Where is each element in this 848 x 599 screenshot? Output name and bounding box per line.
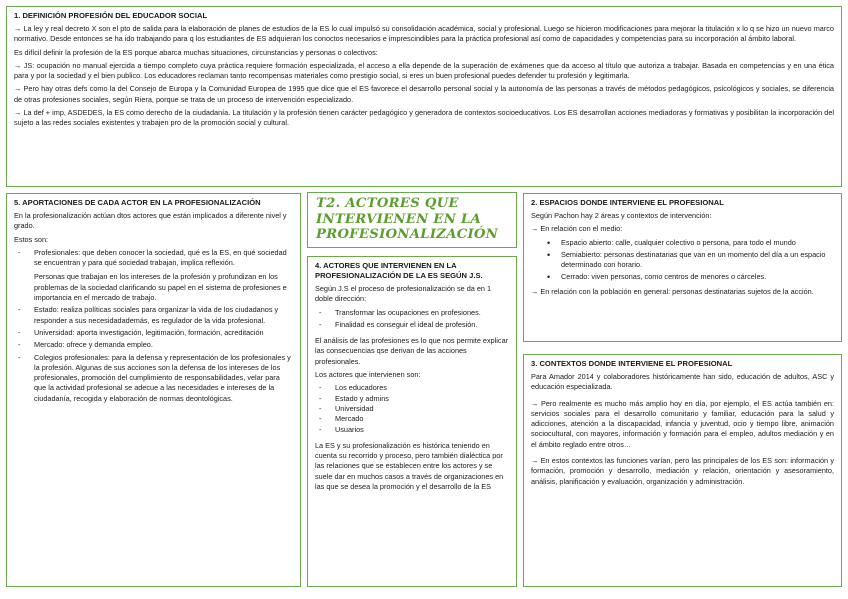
paragraph: → La def + imp, ASDEDES, la ES como derecho de la ciudadanía. La titulación y la profesión tienen carácter pedagógico y generadora de contextos socioeducativos. Los ES desarrollan acciones mediadoras y formativas y posibilitan la incorporación del sujeto a las redes sociales existentes y trabajen pro de la promoción social y cultural. [14,108,834,128]
paragraph: Para Amador 2014 y colaboradores históricamente han sido, educación de adultos, ASC y educación especializada. [531,372,834,392]
list-item: - Finalidad es conseguir el ideal de profesión. [315,320,509,330]
paragraph: El análisis de las profesiones es lo que nos permite explicar las consecuencias qse derivan de las acciones profesionales. [315,336,509,366]
section-title: 1. DEFINICIÓN PROFESIÓN DEL EDUCADOR SOCIAL [14,11,208,20]
list-item: - Mercado [315,414,509,424]
list-item: - Estado y admins [315,394,509,404]
section-aportaciones [6,193,301,587]
section-definicion [6,6,842,187]
paragraph: → JS: ocupación no manual ejercida a tiempo completo cuya práctica requiere formación especializada, el acceso a ella depende de la superación de exámenes que da acceso al título que autoriza a trabajar. Basada en competencias y en una ética para y por la sociedad y el bien publico. Los educadores reclaman tanto recompensas materiales como prestigio social, si eres un buen profesional puedes defender tu profesión y legitimarla. [14,60,834,81]
paragraph: En la profesionalización actúan dtos actores que están implicados a diferente nivel y grado. [14,211,287,231]
paragraph: Estos son: [14,234,49,244]
paragraph: La ES y su profesionalización es histórica teniendo en cuenta su recorrido y proceso, pero también dialéctica por las relaciones que se establecen entre los actores y se suele dar en muchos casos a través de organizaciones en las que se desea la promoción y el desarrollo de la ES [315,440,504,492]
section-title: 2. ESPACIOS DONDE INTERVIENE EL PROFESIONAL [531,198,724,207]
list-item-text: Profesionales: que deben conocer la sociedad, qué es la ES, en qué sociedad se encuentran y para qué sociedad trabajan, implica reflexión. [34,247,287,268]
list-item: • Espacio abierto: calle, cualquier colectivo o persona, para todo el mundo [531,238,834,248]
actors-list [14,248,293,404]
paragraph: Según Pachon hay 2 áreas y contextos de intervención: [531,211,712,220]
list-item: - Universidad [315,404,509,414]
list-item: - Mercado: ofrece y demanda empleo. [14,340,293,350]
list-item-subtext: Personas que trabajan en los intereses de la profesión y profundizan en los problemas de la sociedad clarificando su papel en el sistema de profesiones e importancia en el mercado de trabajo. [34,272,287,303]
page-title: T2. ACTORES QUE INTERVIENEN EN LA PROFESIONALIZACIÓN [316,196,499,242]
paragraph: → En relación con la población en general: personas destinatarias sujetos de la acción. [531,286,814,296]
list-item: - Universidad: aporta investigación, legitimación, formación, acreditación [14,328,293,338]
paragraph: → Pero hay otras defs como la del Consejo de Europa y la Comunidad Europea de 1995 que dice que el ES favorece el desarrollo personal social y la autonomía de las personas a través de métodos pedagógicos, psicológicos y sociales, se diferencia de otras profesiones sociales, según Riera, porque se trata de un proceso de intervención especializado. [14,84,834,104]
section-title: 3. CONTEXTOS DONDE INTERVIENE EL PROFESIONAL [531,359,733,368]
paragraph: → En relación con el medio: [531,224,623,234]
section-title: 5. APORTACIONES DE CADA ACTOR EN LA PROFESIONALIZACIÓN [14,198,261,207]
list-item: - Usuarios [315,425,509,435]
actors-list [315,383,509,434]
paragraph: → La ley y real decreto X son el pto de salida para la elaboración de planes de estudios de la ES lo cual impulsó su consolidación académica, social y profesional. Luego se hicieron modificaciones para mejorar la titulación x lo q se hizo un nuevo marco normativo. Desde entonces se ha ido trabajando para q los estudiantes de ES adquieran los conoctos necesarios e imprescindibles para la práctica profesional así como de capacidades y competencias para su incorporación al ámbito laboral. [14,24,834,44]
paragraph: → En estos contextos las funciones varían, pero las principales de los ES son: información y formación, promoción y desarrollo, mediación y relación, orientación y asesoramiento, análisis, planificación y evaluación, organización y administración. [531,456,834,486]
list-item: • Cerrado: viven personas, como centros de menores o cárceles. [531,272,834,282]
section-actores [307,256,517,587]
list-item: • Semiabierto: personas destinatarias que van en un momento del día a un espacio determinado con horario. [531,250,834,271]
section-contextos [523,354,842,587]
section-espacios [523,193,842,342]
direction-list [315,308,509,331]
paragraph: Es difícil definir la profesión de la ES porque abarca muchas situaciones, circunstancias y personas o colectivos: [14,47,378,57]
section-title: 4. ACTORES QUE INTERVIENEN EN LA PROFESIONALIZACIÓN DE LA ES SEGÚN J.S. [315,261,483,280]
title-block [307,192,517,248]
list-item: - Colegios profesionales: para la defensa y representación de los profesionales y la profesión. Algunas de sus acciones son la defensa de los intereses de los profesionales, promoción del cumplimiento de responsabilidades, velar para que la actividad profesional se adecue a las necesidades e intereses de la ciudadanía, recogida y elaboración de normas deontológicas. [14,353,293,404]
paragraph: Según J.S el proceso de profesionalización se da en 1 doble dirección: [315,284,492,304]
paragraph: Los actores que intervienen son: [315,370,421,380]
paragraph: → Pero realmente es mucho más amplio hoy en día, por ejemplo, el ES actúa también en: servicios sociales para el desarrollo comunitario y familiar, educación para la salud y adicciones, atención a la discapacidad, infancia y juventud, ocio y tiempo libre, animación sociocultural, con mayores, información y formación para el empleo, adultos mediación y en el ámbito reglado entre otros… [531,398,834,449]
list-item [14,248,293,303]
list-item: - Estado: realiza políticas sociales para organizar la vida de los ciudadanos y responder a sus necesidadademás, es regulador de la vida profesional. [14,305,293,326]
list-item: - Los educadores [315,383,509,393]
spaces-list [531,238,834,283]
list-item: - Transformar las ocupaciones en profesiones. [315,308,509,318]
